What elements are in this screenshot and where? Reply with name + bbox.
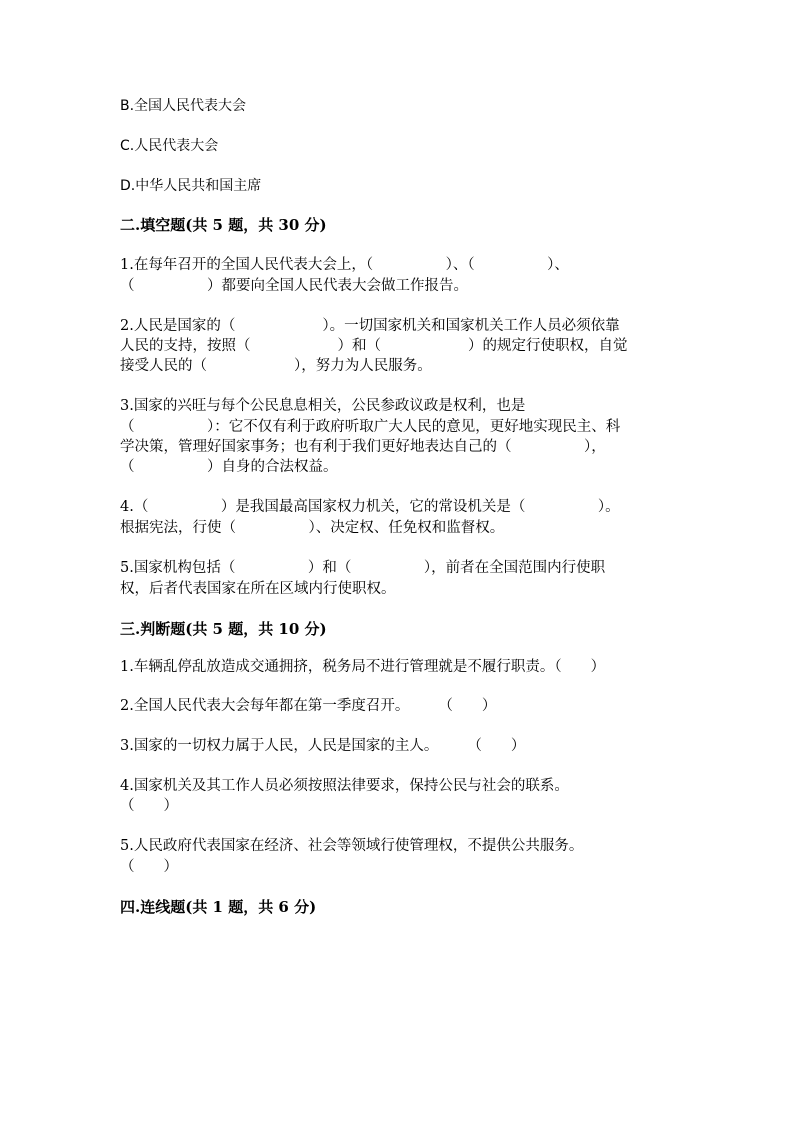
fill-q2-line3: 接受人民的（ ），努力为人民服务。 [120,358,432,374]
fill-q5-line1: 5.国家机构包括（ ）和（ ），前者在全国范围内行使职 [120,560,606,576]
section-fill-blank-heading: 二.填空题(共 5 题，共 30 分) [120,216,327,234]
section-match-heading: 四.连线题(共 1 题，共 6 分) [120,898,317,916]
fill-q3-line2: （ ）：它不仅有利于政府听取广大人民的意见，更好地实现民主、科 [120,419,621,435]
option-c: C.人民代表大会 [120,138,219,154]
fill-q2-line1: 2.人民是国家的（ ）。一切国家机关和国家机关工作人员必须依靠 [120,318,620,334]
fill-q2-line2: 人民的支持，按照（ ）和（ ）的规定行使职权，自觉 [120,338,628,354]
fill-q5-line2: 权，后者代表国家在所在区域内行使职权。 [120,581,396,597]
judge-q4-line1: 4.国家机关及其工作人员必须按照法律要求，保持公民与社会的联系。 [120,778,569,794]
option-b: B.全国人民代表大会 [120,98,247,114]
fill-q3-line3: 学决策，管理好国家事务；也有利于我们更好地表达自己的（ ）， [120,439,606,455]
judge-q1: 1.车辆乱停乱放造成交通拥挤，税务局不进行管理就是不履行职责。（ ） [120,659,606,675]
judge-q4-line2: （ ） [120,798,178,814]
section-judge-heading: 三.判断题(共 5 题，共 10 分) [120,620,327,638]
judge-q5-line1: 5.人民政府代表国家在经济、社会等领域行使管理权，不提供公共服务。 [120,838,584,854]
judge-q5-line2: （ ） [120,859,178,875]
judge-q2: 2.全国人民代表大会每年都在第一季度召开。 （ ） [120,698,497,714]
fill-q4-line1: 4.（ ）是我国最高国家权力机关，它的常设机关是（ ）。 [120,499,620,515]
fill-q1-line1: 1.在每年召开的全国人民代表大会上，（ ）、（ ）、 [120,257,569,273]
fill-q3-line4: （ ）自身的合法权益。 [120,459,338,475]
fill-q4-line2: 根据宪法，行使（ ）、决定权、任免权和监督权。 [120,520,505,536]
judge-q3: 3.国家的一切权力属于人民，人民是国家的主人。 （ ） [120,738,526,754]
fill-q1-line2: （ ）都要向全国人民代表大会做工作报告。 [120,278,468,294]
option-d: D.中华人民共和国主席 [120,178,262,194]
fill-q3-line1: 3.国家的兴旺与每个公民息息相关，公民参政议政是权利，也是 [120,398,526,414]
